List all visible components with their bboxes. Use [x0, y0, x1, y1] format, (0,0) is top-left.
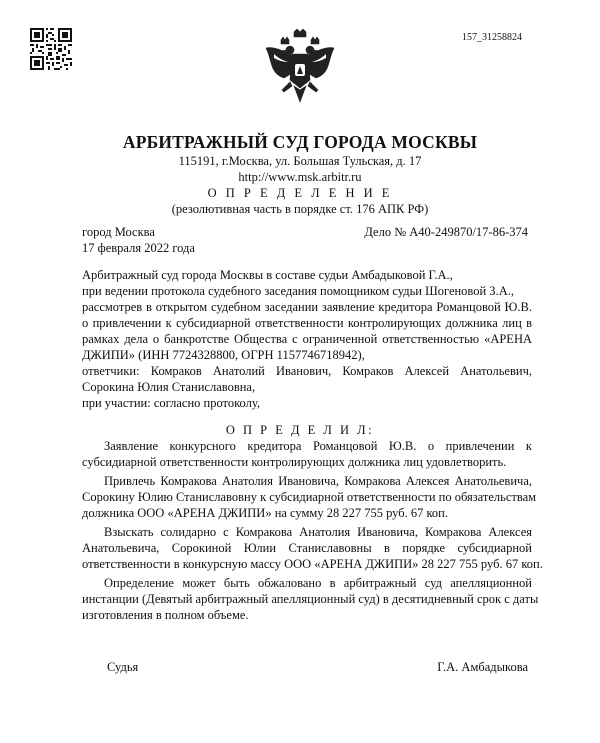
ruling-line: Сорокину Юлию Станиславовну к субсидиарной ответственности по обязательствам: [82, 490, 537, 504]
signature-name: Г.А. Амбадыкова: [437, 660, 528, 674]
ruling-line: Взыскать солидарно с Комракова Анатолия Ивановича, Комракова Алексея: [104, 525, 532, 539]
intro-line: Сорокина Юлия Станиславовна,: [82, 380, 256, 394]
ruling-line: Анатольевича, Сорокиной Юлии Станиславовны в порядке субсидиарной: [82, 541, 532, 555]
intro-line: при ведении протокола судебного заседания помощником судьи Шогеновой З.А.,: [82, 284, 514, 298]
ruling-line: ответственности в конкурсную массу ООО «АРЕНА ДЖИПИ» 28 227 755 руб. 67 коп.: [82, 557, 543, 571]
intro-line: ответчики: Комраков Анатолий Иванович, Комраков Алексей Анатольевич,: [82, 364, 532, 378]
qr-code: [30, 28, 72, 70]
ruling-line: изготовления в полном объеме.: [82, 608, 249, 622]
intro-line: Арбитражный суд города Москвы в составе судьи Амбадыковой Г.А.,: [82, 268, 453, 282]
decision-date: 17 февраля 2022 года: [82, 241, 195, 255]
ruling-line: Заявление конкурсного кредитора Романцовой Ю.В. о привлечении к: [104, 439, 532, 453]
document-id: 157_31258824: [462, 32, 522, 43]
document-type: О П Р Е Д Е Л Е Н И Е: [207, 186, 393, 200]
ruling-heading: О П Р Е Д Е Л И Л:: [225, 423, 375, 437]
court-name-heading: АРБИТРАЖНЫЙ СУД ГОРОДА МОСКВЫ: [122, 132, 478, 152]
coat-of-arms-emblem: [264, 28, 336, 106]
city: город Москва: [82, 225, 155, 239]
ruling-line: субсидиарной ответственности контролирующих должника лиц удовлетворить.: [82, 455, 507, 469]
court-address: 115191, г.Москва, ул. Большая Тульская, д. 17: [178, 154, 422, 168]
ruling-line: Определение может быть обжаловано в арбитражный суд апелляционной: [104, 576, 532, 590]
intro-line: при участии: согласно протоколу,: [82, 396, 260, 410]
ruling-line: инстанции (Девятый арбитражный апелляционный суд) в десятидневный срок с даты: [82, 592, 539, 606]
intro-line: ДЖИПИ» (ИНН 7724328800, ОГРН 1157746718942),: [82, 348, 365, 362]
signature-role: Судья: [107, 660, 139, 674]
ruling-line: должника ООО «АРЕНА ДЖИПИ» на сумму 28 227 755 руб. 67 коп.: [82, 506, 448, 520]
case-number: Дело № А40-249870/17-86-374: [364, 225, 528, 239]
court-website: http://www.msk.arbitr.ru: [238, 170, 362, 184]
intro-line: рамках дела о банкротстве Общества с ограниченной ответственностью «АРЕНА: [82, 332, 532, 346]
intro-line: о привлечении к субсидиарной ответственности контролирующих должника лиц в: [82, 316, 532, 330]
document-subtitle: (резолютивная часть в порядке ст. 176 АПК РФ): [171, 202, 429, 216]
ruling-line: Привлечь Комракова Анатолия Ивановича, Комракова Алексея Анатольевича,: [104, 474, 532, 488]
intro-line: рассмотрев в открытом судебном заседании заявление кредитора Романцовой Ю.В.: [82, 300, 532, 314]
